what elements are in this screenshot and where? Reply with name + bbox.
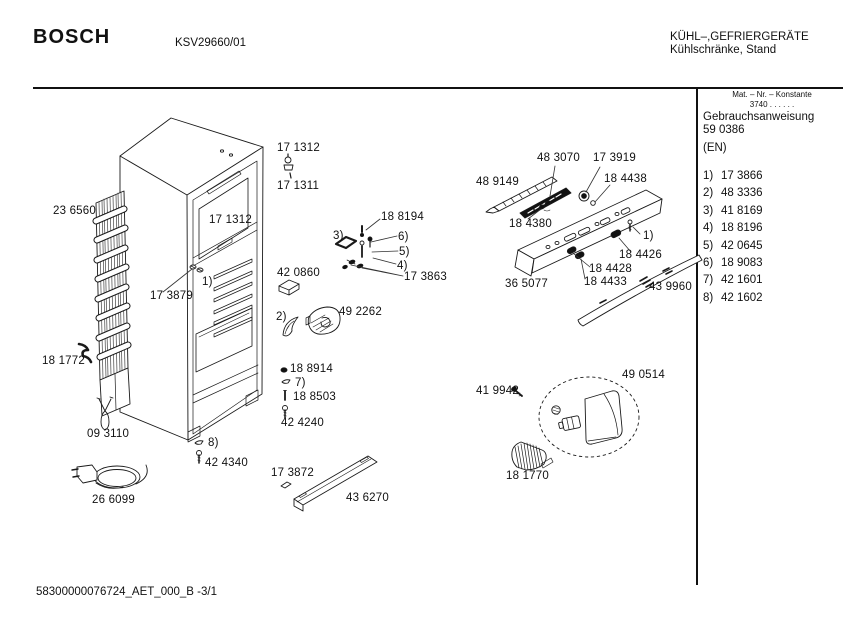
ref-label-4: 4) bbox=[397, 260, 408, 272]
legend-part: 41 8169 bbox=[721, 204, 763, 217]
part-label-18-4426: 18 4426 bbox=[619, 249, 662, 261]
document-title-line2: Kühlschränke, Stand bbox=[670, 44, 777, 56]
legend-ref: 7) bbox=[703, 274, 714, 287]
mat-nr-value: 3740 . . . . . . bbox=[749, 99, 795, 109]
part-label-18-1772: 18 1772 bbox=[42, 355, 85, 367]
screw-42-4340-icon bbox=[197, 451, 202, 464]
power-cord-icon bbox=[72, 465, 147, 488]
legend-ref: 8) bbox=[703, 291, 714, 304]
legend-ref: 6) bbox=[703, 256, 714, 269]
legend-ref: 3) bbox=[703, 204, 714, 217]
lamp-cover-icon bbox=[512, 442, 553, 470]
knob-icon bbox=[579, 191, 589, 201]
legend-part: 42 0645 bbox=[721, 239, 763, 252]
part-label-23-6560: 23 6560 bbox=[53, 205, 96, 217]
part-label-17-3879: 17 3879 bbox=[150, 290, 193, 302]
ref-label-2: 2) bbox=[276, 311, 287, 323]
legend-part: 48 3336 bbox=[721, 187, 763, 200]
language-code: (EN) bbox=[703, 142, 727, 154]
ref-label-6: 6) bbox=[398, 231, 409, 243]
part-label-18-8914: 18 8914 bbox=[290, 363, 333, 375]
ref-label-3: 3) bbox=[333, 230, 344, 242]
part-label-41-9942: 41 9942 bbox=[476, 385, 519, 397]
part-label-42-4240: 42 4240 bbox=[281, 417, 324, 429]
part-label-17-1312-door: 17 1312 bbox=[209, 214, 252, 226]
part-label-49-2262: 49 2262 bbox=[339, 306, 382, 318]
legend-ref: 2) bbox=[703, 187, 714, 200]
part-label-42-0860: 42 0860 bbox=[277, 267, 320, 279]
legend-ref: 5) bbox=[703, 239, 714, 252]
part-label-43-6270: 43 6270 bbox=[346, 492, 389, 504]
manual-label: Gebrauchsanweisung bbox=[703, 111, 815, 123]
legend-ref: 1) bbox=[703, 170, 714, 182]
model-number: KSV29660/01 bbox=[175, 37, 246, 49]
part-label-18-8194: 18 8194 bbox=[381, 211, 424, 223]
part-label-09-3110: 09 3110 bbox=[87, 428, 130, 440]
hinge-cover-icon bbox=[279, 280, 299, 295]
part-label-18-4438: 18 4438 bbox=[604, 173, 647, 185]
legend-part: 42 1602 bbox=[721, 291, 763, 304]
part-label-17-1312-hinge: 17 1312 bbox=[277, 142, 320, 154]
document-id: 58300000076724_AET_000_B -3/1 bbox=[36, 586, 217, 598]
clip8-icon bbox=[195, 441, 203, 445]
part-label-18-1770: 18 1770 bbox=[506, 470, 549, 482]
legend-ref: 4) bbox=[703, 222, 714, 235]
ref-label-1-panel: 1) bbox=[643, 230, 654, 242]
ref-label-1-cabinet: 1) bbox=[202, 276, 213, 288]
mat-nr-label: Mat. – Nr. – Konstante bbox=[732, 90, 812, 99]
ref-label-5: 5) bbox=[399, 246, 410, 258]
ref-label-7: 7) bbox=[295, 377, 306, 389]
part-label-36-5077: 36 5077 bbox=[505, 278, 548, 290]
part-label-43-9960: 43 9960 bbox=[649, 281, 692, 293]
part-label-42-4340: 42 4340 bbox=[205, 457, 248, 469]
document-title-line1: KÜHL–,GEFRIERGERÄTE bbox=[670, 31, 809, 43]
part-label-48-3070: 48 3070 bbox=[537, 152, 580, 164]
compressor-cover-icon bbox=[306, 307, 340, 334]
part-label-17-3872: 17 3872 bbox=[271, 467, 314, 479]
clip-17-3872-icon bbox=[281, 482, 291, 488]
manual-number: 59 0386 bbox=[703, 124, 745, 136]
lamp-assembly-icon bbox=[539, 377, 639, 457]
legend-part: 17 3866 bbox=[721, 170, 763, 182]
part-label-18-8503: 18 8503 bbox=[293, 391, 336, 403]
part-label-49-0514: 49 0514 bbox=[622, 369, 665, 381]
ring-icon bbox=[591, 201, 596, 206]
part-label-18-4433: 18 4433 bbox=[584, 276, 627, 288]
brand-logo: BOSCH bbox=[33, 26, 111, 48]
grommet-icon bbox=[281, 368, 287, 372]
ref-label-8: 8) bbox=[208, 437, 219, 449]
legend-part: 18 8196 bbox=[721, 222, 763, 235]
part-label-18-4428: 18 4428 bbox=[589, 263, 632, 275]
fridge-cabinet bbox=[120, 118, 263, 442]
legend-part: 18 9083 bbox=[721, 256, 763, 269]
part-label-18-4380: 18 4380 bbox=[509, 218, 552, 230]
legend-part: 42 1601 bbox=[721, 274, 763, 287]
part-label-17-1311: 17 1311 bbox=[277, 180, 320, 192]
part-label-26-6099: 26 6099 bbox=[92, 494, 135, 506]
part-label-17-3863: 17 3863 bbox=[404, 271, 447, 283]
pin-icon bbox=[284, 391, 287, 401]
hinge-bushing-icon bbox=[284, 154, 293, 178]
part-label-48-9149: 48 9149 bbox=[476, 176, 519, 188]
clip7-icon bbox=[282, 380, 290, 384]
condenser-coil-icon bbox=[96, 191, 130, 416]
part-label-17-3919: 17 3919 bbox=[593, 152, 636, 164]
